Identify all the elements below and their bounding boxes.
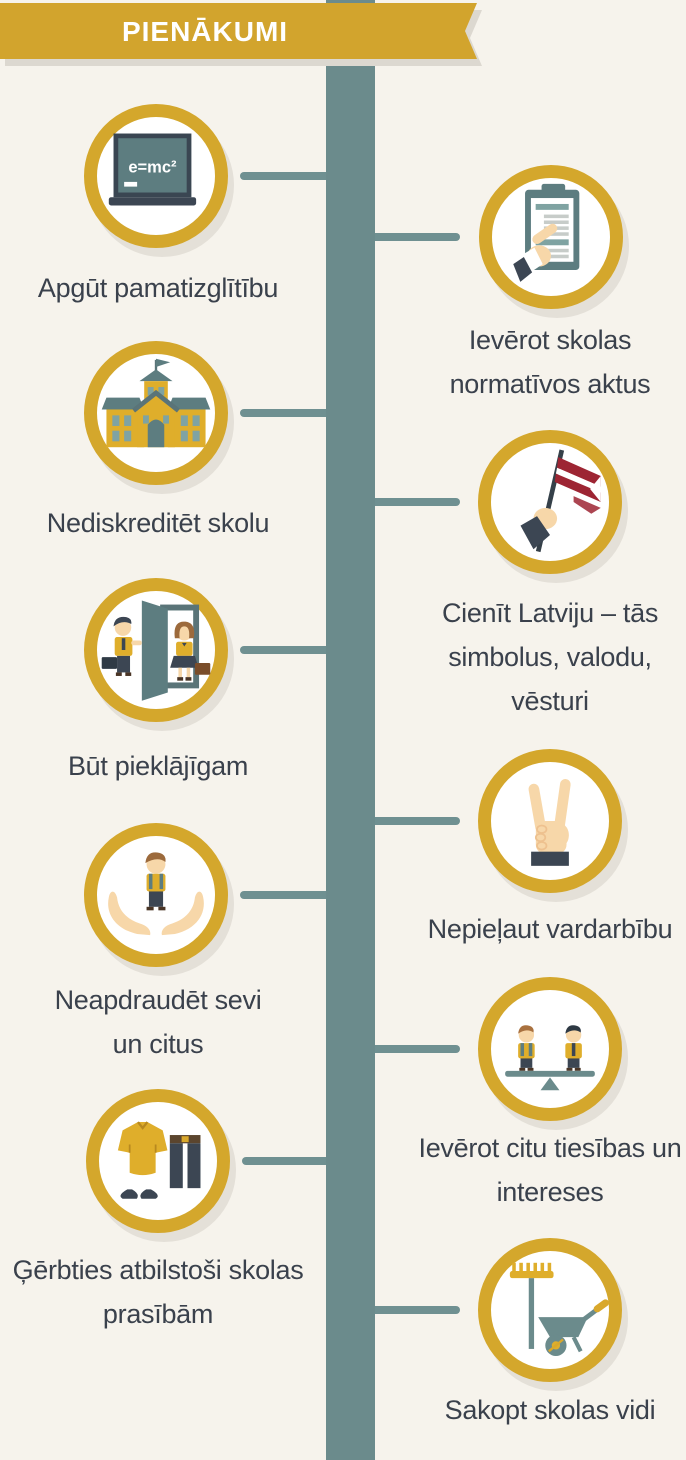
item-circle-but-pieklajigam bbox=[84, 578, 228, 722]
girl-figure bbox=[170, 622, 210, 681]
item-circle-ieverot-citu-tiesibas bbox=[478, 977, 622, 1121]
boy-figure bbox=[102, 617, 142, 676]
item-circle-nepielaut-vardarbibu bbox=[478, 749, 622, 893]
open-door-kids-icon bbox=[97, 591, 215, 709]
item-label: Ievērot skolas normatīvos aktus bbox=[449, 325, 651, 399]
item-label: Būt pieklājīgam bbox=[67, 751, 249, 781]
rake bbox=[510, 1263, 554, 1349]
boy-right bbox=[565, 1025, 582, 1071]
connector-line bbox=[240, 172, 332, 180]
connector-line bbox=[240, 646, 332, 654]
connector-line bbox=[240, 891, 332, 899]
connector-line bbox=[368, 1045, 460, 1053]
title-ribbon bbox=[0, 0, 500, 78]
latvian-flag bbox=[555, 457, 601, 514]
board-formula-text: e=mc² bbox=[128, 158, 177, 177]
caring-hands-icon bbox=[97, 836, 215, 954]
item-label: Nediskreditēt skolu bbox=[46, 508, 270, 538]
connector-line bbox=[240, 409, 332, 417]
timeline-bar bbox=[326, 0, 375, 1460]
item-circle-cienit-latviju bbox=[478, 430, 622, 574]
item-circle-nediskreditet-skolu bbox=[84, 341, 228, 485]
wheelbarrow-rake-icon bbox=[491, 1251, 609, 1369]
item-label: Ievērot citu tiesības un intereses bbox=[418, 1133, 682, 1207]
shoes bbox=[120, 1189, 157, 1198]
peace-hand-icon bbox=[491, 762, 609, 880]
item-circle-sakopt-skolas-vidi bbox=[478, 1238, 622, 1382]
boy-figure bbox=[145, 852, 165, 910]
shirt bbox=[118, 1122, 168, 1175]
latvian-flag-icon bbox=[491, 443, 609, 561]
item-label: Apgūt pamatizglītību bbox=[37, 273, 279, 303]
connector-line bbox=[368, 233, 460, 241]
item-label: Cienīt Latviju – tās simbolus, valodu, vēsturi bbox=[441, 598, 659, 716]
connector-line bbox=[368, 498, 460, 506]
item-label: Nepieļaut vardarbību bbox=[427, 914, 673, 944]
item-circle-neapdraudet-sevi bbox=[84, 823, 228, 967]
trousers bbox=[170, 1135, 201, 1188]
page-title: PIENĀKUMI bbox=[121, 16, 289, 47]
school-uniform-icon bbox=[99, 1102, 217, 1220]
connector-line bbox=[368, 817, 460, 825]
item-label: Ģērbties atbilstoši skolas prasībām bbox=[12, 1255, 304, 1329]
item-circle-apgut-pamatizglitibu bbox=[84, 104, 228, 248]
connector-line bbox=[368, 1306, 460, 1314]
boy-left bbox=[518, 1025, 535, 1071]
wheelbarrow bbox=[538, 1303, 605, 1356]
clipboard-rules-icon bbox=[492, 178, 610, 296]
item-circle-ieverot-skolas-aktus bbox=[479, 165, 623, 309]
item-circle-gerbties-atbilstosi bbox=[86, 1089, 230, 1233]
connector-line bbox=[242, 1157, 332, 1165]
school-icon bbox=[97, 354, 215, 472]
blackboard-icon bbox=[97, 117, 215, 235]
item-label: Sakopt skolas vidi bbox=[444, 1395, 656, 1425]
item-label: Neapdraudēt sevi un citus bbox=[54, 985, 262, 1059]
balance-equality-icon bbox=[491, 990, 609, 1108]
